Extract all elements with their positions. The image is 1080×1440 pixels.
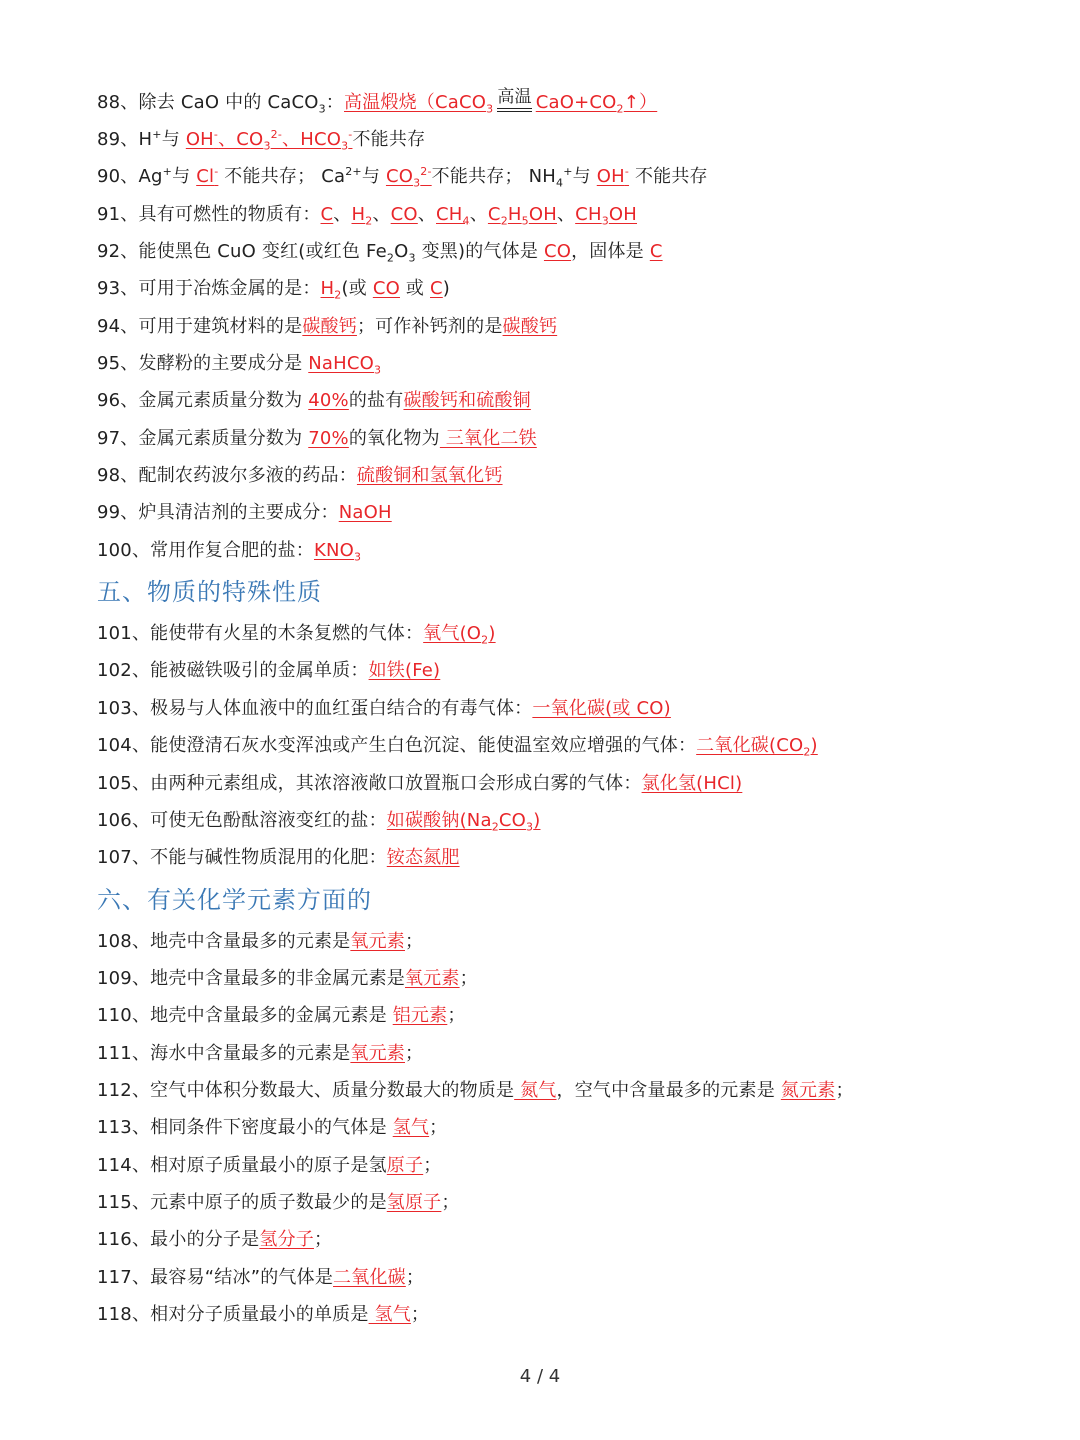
item-number: 107、 xyxy=(97,847,151,869)
item-text: 可用于冶炼金属的是： xyxy=(138,278,321,300)
answer-part: CH xyxy=(436,203,463,225)
answer: 氢原子 xyxy=(386,1191,442,1213)
item-text: ；可作补钙剂的是 xyxy=(356,315,503,337)
item-89 xyxy=(97,121,1057,158)
item-text: (或 xyxy=(341,278,373,300)
item-text: 地壳中含量最多的金属元素是 xyxy=(150,1005,393,1027)
subscript: 3 xyxy=(318,102,326,116)
item-number: 89、 xyxy=(97,129,139,150)
item-text: 与 xyxy=(172,166,197,188)
answer-part: ↑） xyxy=(623,92,658,113)
answer xyxy=(385,165,432,190)
item-text: 最容易“结冰”的气体是 xyxy=(150,1266,334,1288)
answer-part: OH xyxy=(596,166,625,188)
item-number: 116、 xyxy=(97,1229,151,1251)
item-text: 与 xyxy=(572,166,597,188)
content-area xyxy=(97,84,1057,1333)
subscript: 3 xyxy=(486,102,494,116)
item-text: 能使澄清石灰水变浑浊或产生白色沉淀、能使温室效应增强的气体： xyxy=(150,735,697,757)
answer-part: 氧气(O xyxy=(423,623,482,645)
item-88 xyxy=(97,84,1057,121)
item-number: 117、 xyxy=(97,1266,151,1288)
item-95 xyxy=(97,345,1057,382)
answer-part: OH xyxy=(185,129,214,150)
subscript: 2 xyxy=(803,745,811,759)
item-text: 与 xyxy=(361,166,386,188)
item-114 xyxy=(97,1147,1057,1184)
item-text: 炉具清洁剂的主要成分： xyxy=(138,502,339,524)
item-text: ； xyxy=(429,1117,448,1139)
item-number: 108、 xyxy=(97,930,151,952)
item-text: 可用于建筑材料的是 xyxy=(138,315,303,337)
answer-part: 二氧化碳(CO xyxy=(696,735,804,757)
item-97 xyxy=(97,420,1057,457)
answer: 氢分子 xyxy=(259,1229,314,1251)
answer-part: OH xyxy=(528,203,557,225)
item-98 xyxy=(97,457,1057,494)
separator: 、 xyxy=(417,203,436,225)
answer: CO xyxy=(543,241,572,263)
answer-part: H xyxy=(351,203,366,225)
answer-part: 、CO xyxy=(218,129,264,150)
item-text: ： xyxy=(325,92,344,113)
item-text: 能使黑色 CuO 变红(或红色 Fe xyxy=(138,241,387,263)
item-text: 变黑)的气体是 xyxy=(415,241,544,263)
answer xyxy=(308,353,382,377)
answer: 如铁(Fe) xyxy=(368,660,441,682)
answer: 氯化氢(HCl) xyxy=(641,772,743,794)
item-text: 能被磁铁吸引的金属单质： xyxy=(150,660,369,682)
answer xyxy=(423,623,496,647)
item-text: ； xyxy=(405,1266,425,1288)
answer-part: KNO xyxy=(313,539,355,561)
item-number: 92、 xyxy=(97,241,139,263)
item-109 xyxy=(97,960,1057,997)
answer: 三氧化二铁 xyxy=(439,427,537,449)
subscript: 3 xyxy=(413,176,421,190)
item-text: 不能共存 xyxy=(352,129,426,150)
item-text: ； xyxy=(441,1191,460,1213)
answer xyxy=(436,203,470,228)
answer: 碳酸钙 xyxy=(302,315,357,337)
item-text: 空气中体积分数最大、质量分数最大的物质是 xyxy=(150,1079,515,1101)
answer-part: CO xyxy=(385,166,414,188)
answer xyxy=(351,203,373,228)
item-93 xyxy=(97,270,1057,307)
answer-part: 如碳酸钠(Na xyxy=(386,809,492,831)
item-94 xyxy=(97,308,1057,345)
answer xyxy=(535,92,658,116)
superscript: + xyxy=(162,165,173,179)
equal-bar xyxy=(497,108,531,109)
answer: 铵态氮肥 xyxy=(386,847,460,869)
separator: 、 xyxy=(372,203,391,225)
item-number: 98、 xyxy=(97,465,139,487)
subscript: 2 xyxy=(334,288,342,302)
answer xyxy=(696,735,818,759)
subscript: 3 xyxy=(526,820,534,834)
subscript: 3 xyxy=(408,251,416,265)
item-number: 99、 xyxy=(97,502,139,524)
item-112 xyxy=(97,1072,1057,1109)
answer-part: CaO+CO xyxy=(535,92,617,113)
item-text: ； xyxy=(404,930,424,952)
subscript: 4 xyxy=(462,214,470,228)
page-number: 4 / 4 xyxy=(519,1366,561,1387)
item-text: 海水中含量最多的元素是 xyxy=(150,1042,351,1064)
section-heading-5: 五、物质的特殊性质 xyxy=(97,578,322,607)
answer-part: H xyxy=(507,203,522,225)
answer: 一氧化碳(或 CO) xyxy=(532,697,671,719)
answer: 原子 xyxy=(386,1154,424,1176)
item-text: 相同条件下密度最小的气体是 xyxy=(150,1117,393,1139)
answer: 氢气 xyxy=(368,1303,411,1325)
item-number: 118、 xyxy=(97,1303,151,1325)
item-number: 105、 xyxy=(97,772,151,794)
item-number: 93、 xyxy=(97,278,139,300)
subscript: 3 xyxy=(341,139,349,153)
item-text: 可使无色酚酞溶液变红的盐： xyxy=(150,809,387,831)
item-116 xyxy=(97,1221,1057,1258)
superscript: 2- xyxy=(420,165,432,179)
item-number: 111、 xyxy=(97,1042,151,1064)
reaction-condition xyxy=(497,88,531,112)
answer-part: C xyxy=(487,203,501,225)
item-text: 与 xyxy=(161,129,186,150)
answer: C xyxy=(649,241,663,263)
item-101 xyxy=(97,615,1057,652)
item-text: 极易与人体血液中的血红蛋白结合的有毒气体： xyxy=(150,697,533,719)
answer: 硫酸铜和氢氧化钙 xyxy=(356,465,503,487)
item-96 xyxy=(97,382,1057,419)
subscript: 4 xyxy=(556,176,564,190)
item-text: 除去 CaO 中的 CaCO xyxy=(138,92,319,113)
answer-part: CO xyxy=(498,809,527,831)
item-text: ； xyxy=(313,1229,333,1251)
superscript: - xyxy=(624,165,630,179)
item-text: 的盐有 xyxy=(348,390,404,412)
item-text: H xyxy=(138,129,153,150)
item-text: ； xyxy=(835,1079,854,1101)
answer: C xyxy=(430,278,443,300)
superscript: + xyxy=(152,128,162,141)
item-102 xyxy=(97,652,1057,689)
item-number: 114、 xyxy=(97,1154,151,1176)
item-text: 地壳中含量最多的非金属元素是 xyxy=(150,967,405,989)
item-number: 88、 xyxy=(97,92,139,113)
answer-part: 高温煅烧（CaCO xyxy=(344,92,487,113)
answer-part: NaHCO xyxy=(308,353,375,375)
item-text: O xyxy=(394,241,409,263)
item-number: 100、 xyxy=(97,539,151,561)
item-number: 90、 xyxy=(97,166,139,188)
item-111 xyxy=(97,1035,1057,1072)
answer: CO xyxy=(372,278,400,300)
item-118 xyxy=(97,1296,1057,1333)
item-90 xyxy=(97,158,1057,195)
item-text: Ag xyxy=(138,166,163,188)
item-110 xyxy=(97,997,1057,1034)
item-text: ； xyxy=(423,1154,442,1176)
item-text: ； xyxy=(459,967,478,989)
item-number: 112、 xyxy=(97,1079,151,1101)
item-117 xyxy=(97,1259,1057,1296)
superscript: - xyxy=(348,128,353,141)
answer: 二氧化碳 xyxy=(333,1266,406,1288)
equal-bar xyxy=(497,111,531,112)
answer: 40% xyxy=(308,390,349,412)
item-115 xyxy=(97,1184,1057,1221)
item-103 xyxy=(97,690,1057,727)
answer-part: ) xyxy=(810,735,818,757)
answer-part: ) xyxy=(533,809,541,831)
item-text: 元素中原子的质子数最少的是 xyxy=(150,1191,387,1213)
answer xyxy=(575,203,637,228)
subscript: 5 xyxy=(521,214,529,228)
answer xyxy=(487,203,557,228)
answer: 70% xyxy=(308,427,349,449)
superscript: 2+ xyxy=(345,165,362,179)
item-number: 109、 xyxy=(97,967,151,989)
section-heading-6: 六、有关化学元素方面的 xyxy=(97,885,372,914)
superscript: - xyxy=(213,128,219,141)
item-text: 由两种元素组成，其浓溶液敞口放置瓶口会形成白雾的气体： xyxy=(150,772,642,794)
item-number: 94、 xyxy=(97,315,139,337)
item-text: 不能共存； Ca xyxy=(218,166,346,188)
answer xyxy=(344,92,494,116)
item-number: 101、 xyxy=(97,623,151,645)
item-text: 发酵粉的主要成分是 xyxy=(138,353,309,375)
answer: 氮气 xyxy=(514,1079,557,1101)
item-107 xyxy=(97,839,1057,876)
item-text: 不能共存； NH xyxy=(431,166,556,188)
answer xyxy=(196,166,218,187)
item-number: 95、 xyxy=(97,353,139,375)
answer: 氧元素 xyxy=(404,967,460,989)
item-91 xyxy=(97,196,1057,233)
subscript: 3 xyxy=(601,214,609,228)
item-text: ； xyxy=(410,1303,430,1325)
answer-part: ) xyxy=(488,623,496,645)
answer xyxy=(597,166,629,187)
item-number: 97、 xyxy=(97,427,139,449)
answer xyxy=(320,278,342,302)
item-text: 相对原子质量最小的原子是氢 xyxy=(150,1154,387,1176)
item-number: 115、 xyxy=(97,1191,151,1213)
item-100 xyxy=(97,532,1057,569)
item-text: 具有可燃性的物质有： xyxy=(138,203,321,225)
answer-part: OH xyxy=(608,203,637,225)
item-text: 常用作复合肥的盐： xyxy=(150,539,314,561)
subscript: 2 xyxy=(481,633,489,647)
answer: 氮元素 xyxy=(780,1079,836,1101)
item-text: 能使带有火星的木条复燃的气体： xyxy=(150,623,424,645)
separator: 、 xyxy=(469,203,488,225)
item-text: 或 xyxy=(399,278,431,300)
subscript: 2 xyxy=(500,214,508,228)
answer: NaOH xyxy=(338,502,392,524)
superscript: + xyxy=(563,165,573,179)
item-92 xyxy=(97,233,1057,270)
item-number: 106、 xyxy=(97,809,151,831)
item-106 xyxy=(97,802,1057,839)
condition-text: 高温 xyxy=(497,87,532,107)
item-text: 金属元素质量分数为 xyxy=(138,427,309,449)
answer: 铝元素 xyxy=(392,1005,448,1027)
answer: 碳酸钙 xyxy=(502,315,558,337)
item-105 xyxy=(97,765,1057,802)
item-text: 地壳中含量最多的元素是 xyxy=(150,930,351,952)
item-text: 的氧化物为 xyxy=(348,427,440,449)
item-108 xyxy=(97,923,1057,960)
item-number: 113、 xyxy=(97,1117,151,1139)
item-text: ； xyxy=(404,1042,424,1064)
answer: CO xyxy=(390,203,418,225)
answer-part: 、HCO xyxy=(282,129,342,150)
item-number: 103、 xyxy=(97,697,151,719)
subscript: 2 xyxy=(616,102,624,116)
subscript: 2 xyxy=(365,214,373,228)
item-text: 最小的分子是 xyxy=(150,1229,260,1251)
item-text: 不能共存 xyxy=(629,166,708,188)
item-text: ，空气中含量最多的元素是 xyxy=(556,1079,781,1101)
superscript: - xyxy=(214,165,219,179)
item-99 xyxy=(97,494,1057,531)
item-text: ) xyxy=(442,278,451,300)
item-text: 不能与碱性物质混用的化肥： xyxy=(150,847,387,869)
item-number: 102、 xyxy=(97,660,151,682)
item-number: 104、 xyxy=(97,735,151,757)
item-number: 91、 xyxy=(97,203,139,225)
item-113 xyxy=(97,1109,1057,1146)
answer: 氢气 xyxy=(392,1117,430,1139)
superscript: 2- xyxy=(270,128,283,141)
answer xyxy=(185,128,353,153)
separator: 、 xyxy=(333,203,352,225)
answer-part: CH xyxy=(575,203,602,225)
item-text: 配制农药波尔多液的药品： xyxy=(138,465,357,487)
answer: 氧元素 xyxy=(350,1042,405,1064)
subscript: 2 xyxy=(386,251,395,265)
answer-part: H xyxy=(320,278,335,300)
item-text: 相对分子质量最小的单质是 xyxy=(150,1303,369,1325)
answer: C xyxy=(320,203,334,225)
answer xyxy=(386,809,541,834)
subscript: 2 xyxy=(491,820,499,834)
item-text: 金属元素质量分数为 xyxy=(138,390,309,412)
item-number: 110、 xyxy=(97,1005,151,1027)
item-text: ，固体是 xyxy=(571,241,650,263)
answer xyxy=(313,539,362,564)
item-number: 96、 xyxy=(97,390,139,412)
separator: 、 xyxy=(556,203,576,225)
answer-part: Cl xyxy=(196,166,215,188)
item-104 xyxy=(97,727,1057,764)
subscript: 3 xyxy=(354,550,362,564)
answer: 氧元素 xyxy=(350,930,405,952)
item-text: ； xyxy=(447,1005,466,1027)
answer: 碳酸钙和硫酸铜 xyxy=(403,390,531,412)
subscript: 3 xyxy=(374,363,382,377)
subscript: 3 xyxy=(263,139,271,153)
